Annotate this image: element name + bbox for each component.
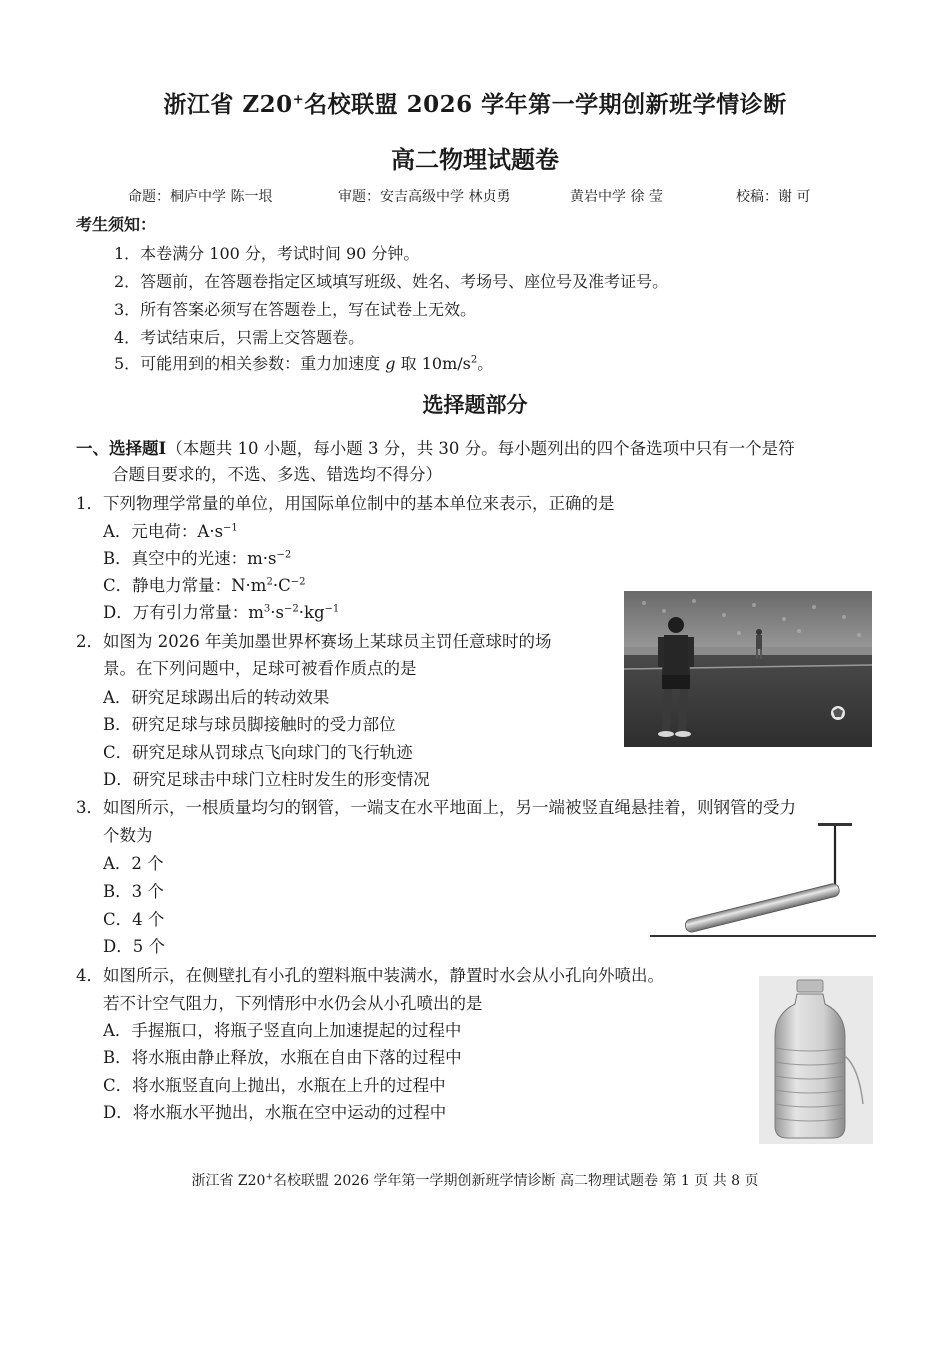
q1-stem: 1．下列物理学常量的单位，用国际单位制中的基本单位来表示，正确的是 <box>76 494 615 513</box>
q1-a-exp: −1 <box>223 522 238 534</box>
q1-c-text: C．静电力常量：N·m <box>103 576 267 595</box>
q4-option-b: B．将水瓶由静止释放，水瓶在自由下落的过程中 <box>103 1048 462 1067</box>
q4-option-a: A．手握瓶口，将瓶子竖直向上加速提起的过程中 <box>103 1021 462 1040</box>
notice-item-5-text: 5．可能用到的相关参数：重力加速度 <box>114 354 386 373</box>
section-1-line-1 <box>76 435 795 459</box>
exam-title <box>0 86 950 119</box>
q2-option-c: C．研究足球从罚球点飞向球门的飞行轨迹 <box>103 743 413 762</box>
title-suffix: 名校联盟 2026 学年第一学期创新班学情诊断 <box>304 91 787 118</box>
q3-stem-2: 个数为 <box>103 826 153 845</box>
credit-proposer: 命题：桐庐中学 陈一垠 <box>128 189 273 205</box>
page-footer <box>0 1170 950 1190</box>
water-bottle-photo <box>759 976 873 1144</box>
title-superscript: + <box>292 92 305 108</box>
section-1-heading: 一、选择题Ⅰ <box>76 439 167 458</box>
q4-option-d: D．将水瓶水平抛出，水瓶在空中运动的过程中 <box>103 1103 447 1122</box>
q3-option-a: A．2 个 <box>103 854 164 873</box>
q4-option-c: C．将水瓶竖直向上抛出，水瓶在上升的过程中 <box>103 1076 446 1095</box>
q2-stem-1: 2．如图为 2026 年美加墨世界杯赛场上某球员主罚任意球时的场 <box>76 632 552 651</box>
q4-stem-2: 若不计空气阻力，下列情形中水仍会从小孔喷出的是 <box>103 994 483 1013</box>
notice-item: 4．考试结束后，只需上交答题卷。 <box>114 328 365 347</box>
q1-d-mid2: ·kg <box>298 603 325 622</box>
section-1-desc: （本题共 10 小题，每小题 3 分，共 30 分。每小题列出的四个备选项中只有一个是符 <box>166 439 795 458</box>
q1-option-c <box>103 572 305 596</box>
notice-item: 2．答题前，在答题卷指定区域填写班级、姓名、考场号、座位号及准考证号。 <box>114 272 669 291</box>
q3-option-c: C．4 个 <box>103 910 165 929</box>
q2-option-a: A．研究足球踢出后的转动效果 <box>103 688 330 707</box>
section-1-desc-2: 合题目要求的，不选、多选、错选均不得分） <box>112 465 442 484</box>
q1-c-exp2: −2 <box>290 576 306 588</box>
q1-c-exp1: 2 <box>266 576 273 588</box>
q3-option-d: D．5 个 <box>103 937 165 956</box>
q1-option-b <box>103 545 291 569</box>
q1-d-exp1: 3 <box>263 603 271 615</box>
q1-b-exp: −2 <box>276 549 292 561</box>
footer-superscript: + <box>265 1172 274 1183</box>
q1-option-a <box>103 518 238 542</box>
notice-item-5-exponent: 2 <box>470 354 478 366</box>
steel-pipe-diagram <box>648 816 878 942</box>
credit-proofreader: 校稿：谢 可 <box>736 189 811 205</box>
q2-stem-2: 景。在下列问题中，足球可被看作质点的是 <box>103 659 417 678</box>
notice-item: 3．所有答案必须写在答题卷上，写在试卷上无效。 <box>114 300 477 319</box>
soccer-photo <box>624 591 872 747</box>
q4-stem-1: 4．如图所示，在侧壁扎有小孔的塑料瓶中装满水，静置时水会从小孔向外喷出。 <box>76 966 664 985</box>
credit-reviewer-2: 黄岩中学 徐 莹 <box>570 189 663 205</box>
q1-d-text: D．万有引力常量：m <box>103 603 264 622</box>
part-title: 选择题部分 <box>422 392 528 417</box>
gravity-symbol: g <box>385 354 396 373</box>
q1-b-text: B．真空中的光速：m·s <box>103 549 277 568</box>
q1-a-text: A．元电荷：A·s <box>103 522 224 541</box>
footer-prefix: 浙江省 Z20 <box>191 1173 266 1189</box>
q2-option-d: D．研究足球击中球门立柱时发生的形变情况 <box>103 770 430 789</box>
q1-option-d <box>103 599 339 623</box>
notice-item-5 <box>114 351 493 374</box>
notice-item-5-end: 。 <box>477 354 494 373</box>
notice-item-5-value: 取 10m/s <box>395 354 471 373</box>
q1-d-exp3: −1 <box>324 603 340 615</box>
notice-heading: 考生须知： <box>76 215 157 234</box>
notice-item: 1．本卷满分 100 分，考试时间 90 分钟。 <box>114 244 420 263</box>
q2-option-b: B．研究足球与球员脚接触时的受力部位 <box>103 715 396 734</box>
exam-subtitle: 高二物理试题卷 <box>391 145 559 174</box>
credit-reviewer-1: 审题：安吉高级中学 林贞勇 <box>338 189 511 205</box>
q1-d-mid1: ·s <box>270 603 284 622</box>
q3-stem-1: 3．如图所示，一根质量均匀的钢管，一端支在水平地面上，另一端被竖直绳悬挂着，则钢管的受力 <box>76 798 796 817</box>
q3-option-b: B．3 个 <box>103 882 164 901</box>
q1-d-exp2: −2 <box>283 603 299 615</box>
q1-c-mid: ·C <box>272 576 291 595</box>
footer-text: 名校联盟 2026 学年第一学期创新班学情诊断 高二物理试题卷 第 1 页 共 8 页 <box>273 1173 759 1189</box>
title-prefix: 浙江省 Z20 <box>163 91 293 118</box>
